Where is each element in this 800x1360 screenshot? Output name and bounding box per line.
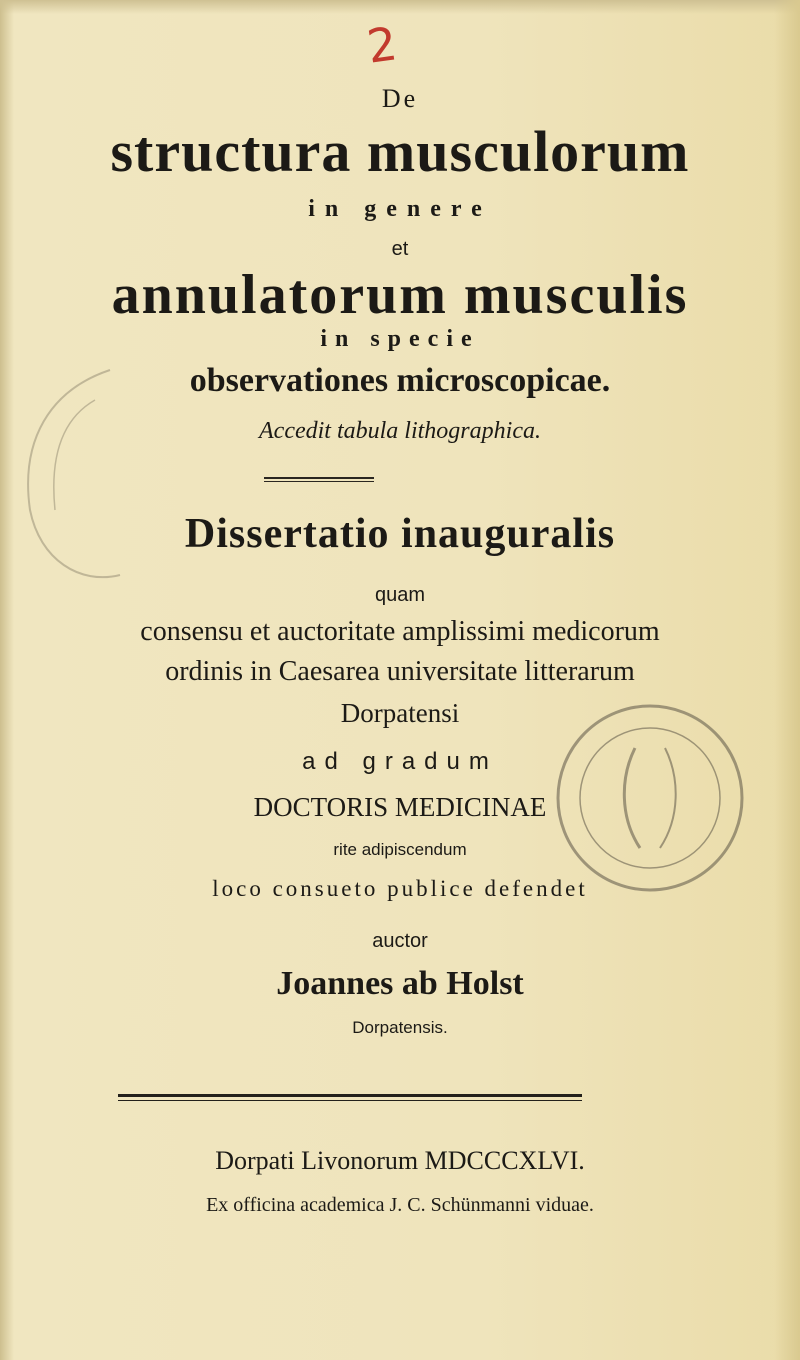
- title-line-1: structura musculorum: [110, 119, 690, 184]
- dissertation-heading: Dissertatio inauguralis: [184, 511, 616, 557]
- text-dorpatensi: Dorpatensi: [340, 698, 460, 728]
- text-auctor: auctor: [372, 930, 428, 952]
- text-ad-gradum: ad gradum: [302, 748, 498, 775]
- text-loco: loco consueto publice defendet: [212, 876, 588, 901]
- title-de: De: [381, 84, 419, 113]
- accedit-note: Accedit tabula lithographica.: [259, 418, 541, 444]
- imprint-rule: [118, 1094, 582, 1097]
- handwritten-mark: 2: [363, 16, 401, 74]
- imprint-place-date: Dorpati Livonorum MDCCCXLVI.: [215, 1146, 585, 1175]
- text-doctoris-medicinae: DOCTORIS MEDICINAE: [253, 792, 547, 822]
- author-name: Joannes ab Holst: [276, 965, 524, 1002]
- imprint-printer: Ex officina academica J. C. Schünmanni viduae.: [206, 1194, 594, 1216]
- author-origin: Dorpatensis.: [352, 1018, 448, 1037]
- imprint-rule-thin: [118, 1100, 582, 1101]
- subtitle-in-genere: in genere: [308, 196, 492, 222]
- text-ordinis: ordinis in Caesarea universitate litterarum: [165, 656, 635, 687]
- divider-rule: [264, 477, 374, 479]
- divider-rule-thin: [264, 481, 374, 482]
- text-consensu: consensu et auctoritate amplissimi medicorum: [140, 616, 660, 647]
- title-line-2: annulatorum musculis: [111, 264, 689, 326]
- title-line-3: observationes microscopicae.: [189, 362, 611, 399]
- text-rite: rite adipiscendum: [333, 840, 467, 859]
- conjunction-et: et: [391, 238, 409, 260]
- text-quam: quam: [374, 584, 426, 606]
- subtitle-in-specie: in specie: [320, 326, 480, 352]
